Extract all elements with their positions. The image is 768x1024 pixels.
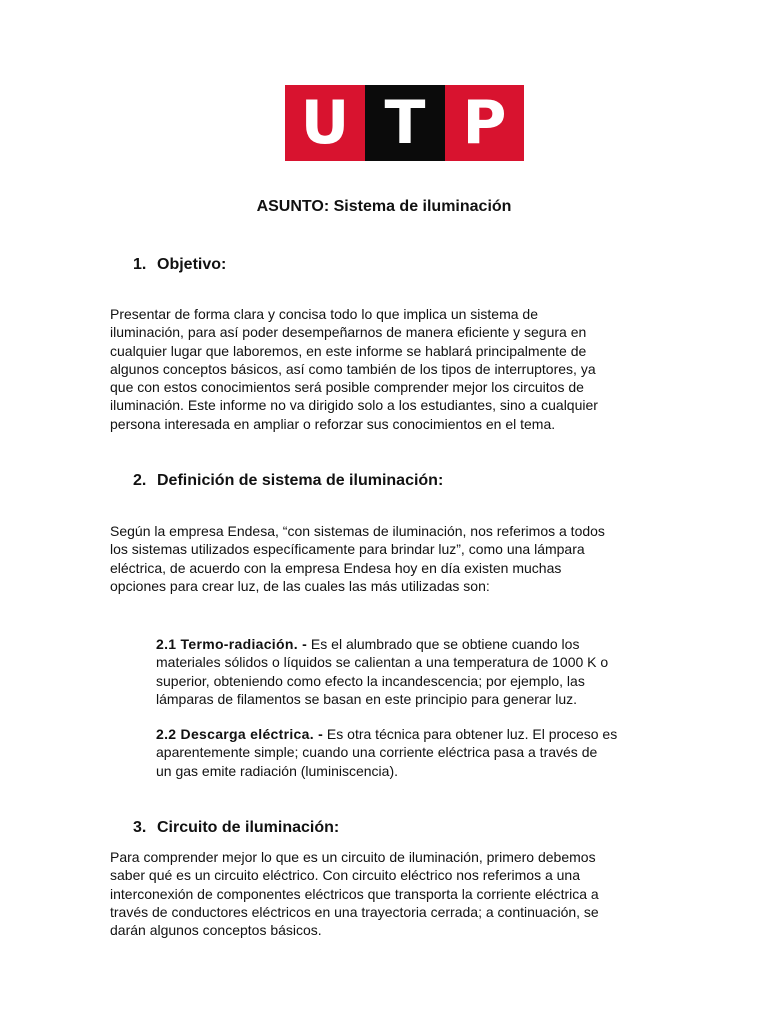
- subsection-2-1: [156, 635, 666, 708]
- section-3-heading-text: Circuito de iluminación:: [157, 819, 340, 836]
- section-1-heading: [133, 256, 226, 274]
- section-1-number: 1.: [133, 256, 147, 273]
- section-2-heading: [133, 472, 443, 490]
- subsection-2-1-text: Es el alumbrado que se obtiene cuando los materiales sólidos o líquidos se calientan a una temperatura de 1000 K o superior, obteniendo como efecto la incandescencia; por ejemplo, las lámparas de filamentos se basan en este principio para generar luz.: [156, 636, 609, 707]
- section-2-paragraph: Según la empresa Endesa, “con sistemas de iluminación, nos referimos a todos los sistemas utilizados específicamente para brindar luz”, como una lámpara eléctrica, de acuerdo con la empresa Endesa hoy en día existen muchas opciones para crear luz, de las cuales las más utilizadas son:: [110, 523, 605, 594]
- logo-letter-t: T: [365, 85, 445, 161]
- section-2-heading-text: Definición de sistema de iluminación:: [157, 472, 444, 489]
- document-title: ASUNTO: Sistema de iluminación: [256, 198, 512, 215]
- logo-letter-u: U: [285, 85, 365, 161]
- section-1-paragraph: Presentar de forma clara y concisa todo lo que implica un sistema de iluminación, para así poder desempeñarnos de manera eficiente y segura en cualquier lugar que laboremos, en este informe se hablará principalmente de algunos conceptos básicos, así como también de los tipos de interruptores, ya que con estos conocimientos será posible comprender mejor los circuitos de iluminación. Este informe no va dirigido solo a los estudiantes, sino a cualquier persona interesada en ampliar o reforzar sus conocimientos en el tema.: [110, 306, 598, 432]
- subsection-2-2: [156, 725, 666, 780]
- subsection-2-2-title: 2.2 Descarga eléctrica. -: [156, 726, 324, 742]
- logo-letter-p: P: [445, 85, 524, 161]
- subsection-2-2-text: Es otra técnica para obtener luz. El proceso es aparentemente simple; cuando una corriente eléctrica pasa a través de un gas emite radiación (luminiscencia).: [156, 726, 618, 779]
- section-3-paragraph: Para comprender mejor lo que es un circuito de iluminación, primero debemos saber qué es un circuito eléctrico. Con circuito eléctrico nos referimos a una interconexión de componentes eléctricos que transporta la corriente eléctrica a través de conductores eléctricos en una trayectoria cerrada; a continuación, se darán algunos conceptos básicos.: [110, 849, 599, 939]
- utp-logo: [285, 85, 524, 161]
- section-3-number: 3.: [133, 819, 147, 836]
- section-1-heading-text: Objetivo:: [157, 256, 227, 273]
- section-3-heading: [133, 819, 339, 837]
- subsection-2-1-title: 2.1 Termo-radiación. -: [156, 636, 308, 652]
- section-2-number: 2.: [133, 472, 147, 489]
